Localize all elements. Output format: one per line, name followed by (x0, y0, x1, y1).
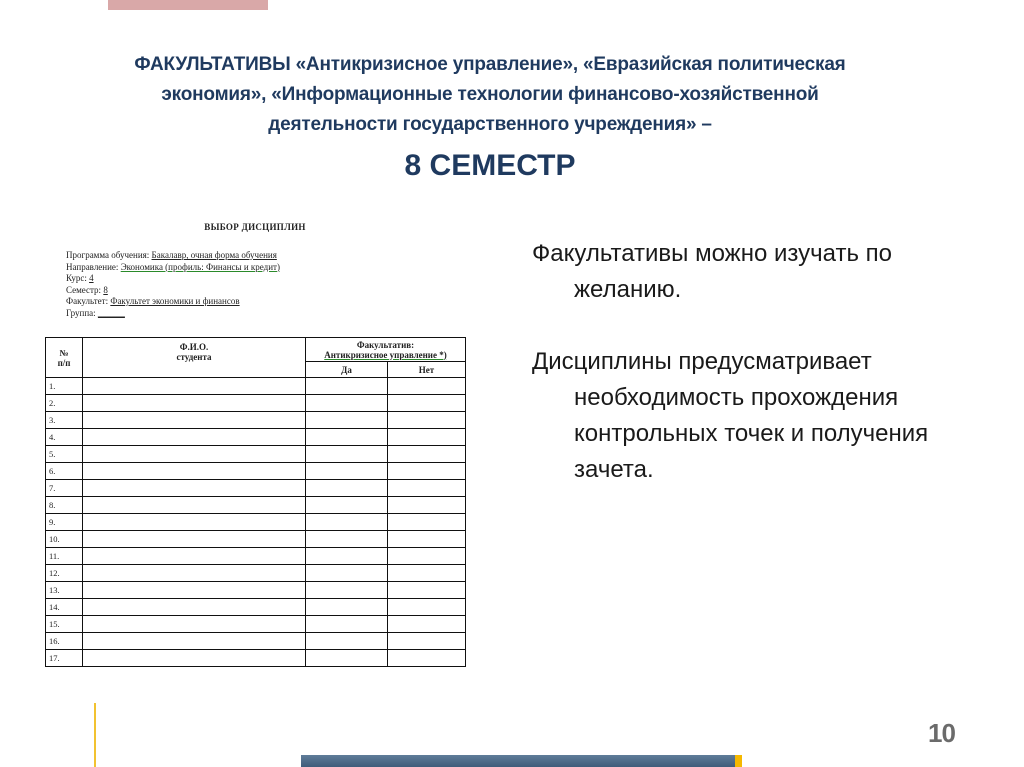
yes-cell[interactable] (306, 582, 388, 599)
title-line-3: деятельности государственного учреждения» – (268, 114, 712, 135)
yes-cell[interactable] (306, 480, 388, 497)
meta-label: Группа: (66, 307, 98, 318)
name-cell[interactable] (83, 480, 306, 497)
slide-body (532, 236, 992, 524)
scanned-form (40, 220, 470, 676)
no-cell[interactable] (388, 616, 466, 633)
meta-label: Семестр: (66, 284, 104, 295)
no-cell[interactable] (388, 582, 466, 599)
no-cell[interactable] (388, 650, 466, 667)
title-line-2: экономия», «Информационные технологии финансово-хозяйственной (161, 84, 819, 105)
name-cell[interactable] (83, 531, 306, 548)
meta-faculty (66, 296, 280, 308)
yes-cell[interactable] (306, 599, 388, 616)
table-row (46, 633, 466, 650)
row-num: 5. (46, 446, 83, 463)
meta-label: Направление: (66, 261, 121, 272)
row-num: 1. (46, 378, 83, 395)
header-name-l2: студента (176, 352, 212, 362)
yes-cell[interactable] (306, 463, 388, 480)
title-line-1: ФАКУЛЬТАТИВЫ «Антикризисное управление», «Евразийская политическая (134, 54, 846, 75)
no-cell[interactable] (388, 378, 466, 395)
table-row (46, 480, 466, 497)
no-cell[interactable] (388, 480, 466, 497)
name-cell[interactable] (83, 565, 306, 582)
meta-direction (66, 262, 280, 274)
header-num (46, 338, 83, 378)
header-elective (306, 338, 466, 362)
page-number: 10 (928, 718, 955, 748)
meta-label: Программа обучения: (66, 250, 152, 260)
yes-cell[interactable] (306, 412, 388, 429)
table-row (46, 497, 466, 514)
header-name-l1: Ф.И.О. (179, 342, 209, 352)
no-cell[interactable] (388, 497, 466, 514)
no-cell[interactable] (388, 633, 466, 650)
no-cell[interactable] (388, 514, 466, 531)
name-cell[interactable] (83, 378, 306, 395)
paragraph-disciplines: Дисциплины предусматривает необходимость прохождения контрольных точек и получения зачета. (532, 348, 929, 483)
row-num: 7. (46, 480, 83, 497)
name-cell[interactable] (83, 412, 306, 429)
meta-program (66, 250, 280, 262)
row-num: 2. (46, 395, 83, 412)
no-cell[interactable] (388, 548, 466, 565)
row-num: 4. (46, 429, 83, 446)
title-semester: 8 СЕМЕСТР (404, 149, 576, 182)
name-cell[interactable] (83, 616, 306, 633)
meta-value: 4 (89, 273, 94, 283)
header-num-l2: п/п (57, 357, 71, 368)
row-num: 17. (46, 650, 83, 667)
no-cell[interactable] (388, 463, 466, 480)
no-cell[interactable] (388, 429, 466, 446)
name-cell[interactable] (83, 633, 306, 650)
table-row (46, 582, 466, 599)
form-meta (66, 250, 280, 319)
header-elective-l2: Антикризисное управление *) (324, 349, 447, 360)
name-cell[interactable] (83, 548, 306, 565)
table-row (46, 429, 466, 446)
yes-cell[interactable] (306, 429, 388, 446)
no-cell[interactable] (388, 565, 466, 582)
header-name (83, 338, 306, 378)
meta-value: Бакалавр, очная форма обучения (151, 250, 277, 260)
no-cell[interactable] (388, 446, 466, 463)
table-row (46, 446, 466, 463)
name-cell[interactable] (83, 497, 306, 514)
no-cell[interactable] (388, 531, 466, 548)
meta-group (66, 308, 280, 320)
header-num-l1: № (59, 347, 69, 358)
header-yes: Да (306, 362, 388, 378)
yes-cell[interactable] (306, 497, 388, 514)
row-num: 13. (46, 582, 83, 599)
table-row (46, 565, 466, 582)
meta-semester (66, 285, 280, 297)
yes-cell[interactable] (306, 395, 388, 412)
name-cell[interactable] (83, 463, 306, 480)
meta-label: Факультет: (66, 296, 111, 306)
name-cell[interactable] (83, 429, 306, 446)
yes-cell[interactable] (306, 531, 388, 548)
name-cell[interactable] (83, 599, 306, 616)
row-num: 12. (46, 565, 83, 582)
name-cell[interactable] (83, 650, 306, 667)
yes-cell[interactable] (306, 616, 388, 633)
table-row (46, 514, 466, 531)
yes-cell[interactable] (306, 378, 388, 395)
meta-label: Курс: (66, 273, 90, 283)
no-cell[interactable] (388, 395, 466, 412)
name-cell[interactable] (83, 514, 306, 531)
meta-value: Экономика (профиль: Финансы и кредит) (120, 261, 280, 272)
table-row (46, 378, 466, 395)
bottom-decor-tip (735, 755, 742, 767)
yes-cell[interactable] (306, 446, 388, 463)
row-num: 6. (46, 463, 83, 480)
row-num: 16. (46, 633, 83, 650)
meta-value: Факультет экономики и финансов (110, 296, 240, 306)
table-row (46, 395, 466, 412)
accent-vertical-line (94, 703, 96, 767)
yes-cell[interactable] (306, 565, 388, 582)
no-cell[interactable] (388, 412, 466, 429)
row-num: 15. (46, 616, 83, 633)
row-num: 10. (46, 531, 83, 548)
header-elective-l1: Факультатив: (356, 339, 415, 350)
row-num: 14. (46, 599, 83, 616)
top-decor-bar (108, 0, 268, 10)
yes-cell[interactable] (306, 650, 388, 667)
row-num: 11. (46, 548, 83, 565)
yes-cell[interactable] (306, 514, 388, 531)
table-row (46, 412, 466, 429)
table-row (46, 531, 466, 548)
yes-cell[interactable] (306, 548, 388, 565)
table-row (46, 548, 466, 565)
paragraph-electives: Факультативы можно изучать по желанию. (532, 240, 892, 303)
row-num: 8. (46, 497, 83, 514)
table-row (46, 650, 466, 667)
name-cell[interactable] (83, 582, 306, 599)
row-num: 3. (46, 412, 83, 429)
table-row (46, 616, 466, 633)
meta-value: 8 (103, 284, 108, 295)
bottom-decor-bar (301, 755, 735, 767)
row-num: 9. (46, 514, 83, 531)
header-no: Нет (388, 362, 466, 378)
selection-table (45, 337, 466, 667)
yes-cell[interactable] (306, 633, 388, 650)
name-cell[interactable] (83, 446, 306, 463)
table-row (46, 599, 466, 616)
meta-course (66, 273, 280, 285)
meta-value: ______ (97, 307, 125, 318)
no-cell[interactable] (388, 599, 466, 616)
name-cell[interactable] (83, 395, 306, 412)
form-heading: ВЫБОР ДИСЦИПЛИН (204, 222, 306, 232)
slide-title (60, 50, 920, 188)
table-row (46, 463, 466, 480)
